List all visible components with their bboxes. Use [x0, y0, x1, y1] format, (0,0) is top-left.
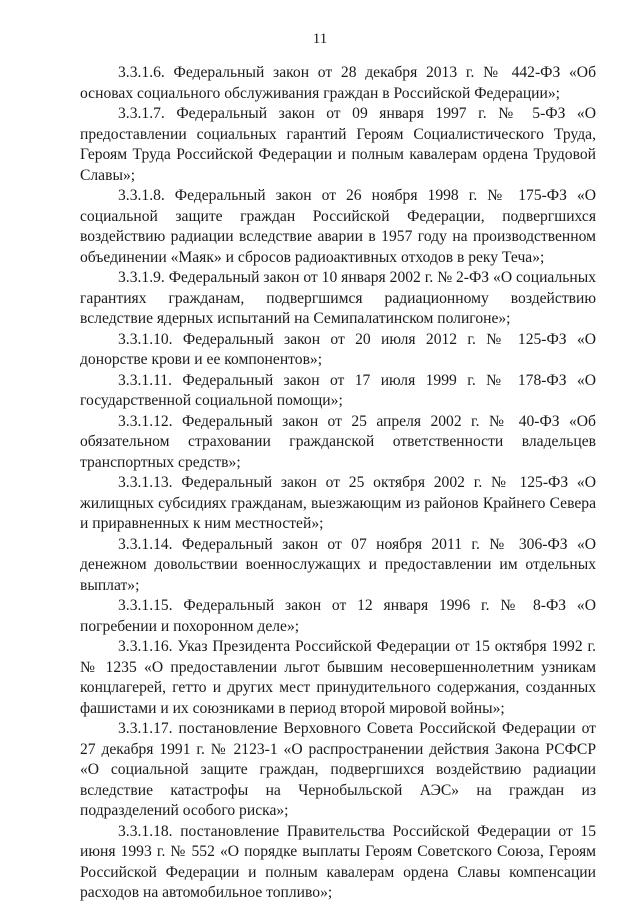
clause-3-3-1-8: 3.3.1.8. Федеральный закон от 26 ноября 1998 г. № 175-ФЗ «О социальной защите граждан Российской Федерации, подвергшихся воздействию радиации вследствие аварии в 1957 году на производственном объединении «Маяк» и сбросов радиоактивных отходов в реку Теча»; [80, 187, 596, 266]
clause-3-3-1-6: 3.3.1.6. Федеральный закон от 28 декабря 2013 г. № 442-ФЗ «Об основах социального обслуживания граждан в Российской Федерации»; [80, 64, 596, 102]
page-number: 11 [312, 31, 328, 47]
clause-3-3-1-11: 3.3.1.11. Федеральный закон от 17 июля 1999 г. № 178-ФЗ «О государственной социальной помощи»; [80, 371, 596, 409]
clause-3-3-1-12: 3.3.1.12. Федеральный закон от 25 апреля 2002 г. № 40-ФЗ «Об обязательном страховании гражданской ответственности владельцев транспортных средств»; [80, 412, 596, 471]
clause-3-3-1-17: 3.3.1.17. постановление Верховного Совета Российской Федерации от 27 декабря 1991 г. № 2123-1 «О распространении действия Закона РСФСР «О социальной защите граждан, подвергшихся воздействию радиации вследствие катастрофы на Чернобыльской АЭС» на граждан из подразделений особого риска»; [80, 720, 596, 819]
clause-3-3-1-10: 3.3.1.10. Федеральный закон от 20 июля 2012 г. № 125-ФЗ «О донорстве крови и ее компонентов»; [80, 330, 596, 368]
clause-3-3-1-9: 3.3.1.9. Федеральный закон от 10 января 2002 г. № 2-ФЗ «О социальных гарантиях гражданам, подвергшимся радиационному воздействию вследствие ядерных испытаний на Семипалатинском полигоне»; [80, 269, 596, 327]
clause-3-3-1-16: 3.3.1.16. Указ Президента Российской Федерации от 15 октября 1992 г. № 1235 «О предоставлении льгот бывшим несовершеннолетним узникам концлагерей, гетто и других мест принудительного содержания, созданных фашистами и их союзниками в период второй мировой войны»; [80, 638, 596, 717]
clause-3-3-1-14: 3.3.1.14. Федеральный закон от 07 ноября 2011 г. № 306-ФЗ «О денежном довольствии военнослужащих и предоставлении им отдельных выплат»; [80, 535, 596, 594]
clause-3-3-1-13: 3.3.1.13. Федеральный закон от 25 октября 2002 г. № 125-ФЗ «О жилищных субсидиях гражданам, выезжающим из районов Крайнего Севера и приравненных к ним местностей»; [80, 474, 596, 532]
clause-3-3-1-18: 3.3.1.18. постановление Правительства Российской Федерации от 15 июня 1993 г. № 552 «О порядке выплаты Героям Советского Союза, Героям Российской Федерации и полным кавалерам ордена Славы компенсации расходов на автомобильное топливо»; [80, 822, 596, 901]
document-body [80, 63, 596, 904]
clause-3-3-1-15: 3.3.1.15. Федеральный закон от 12 января 1996 г. № 8-ФЗ «О погребении и похоронном деле»; [80, 597, 596, 635]
clause-3-3-1-7: 3.3.1.7. Федеральный закон от 09 января 1997 г. № 5-ФЗ «О предоставлении социальных гарантий Героям Социалистического Труда, Героям Труда Российской Федерации и полным кавалерам ордена Трудовой Славы»; [80, 105, 596, 184]
